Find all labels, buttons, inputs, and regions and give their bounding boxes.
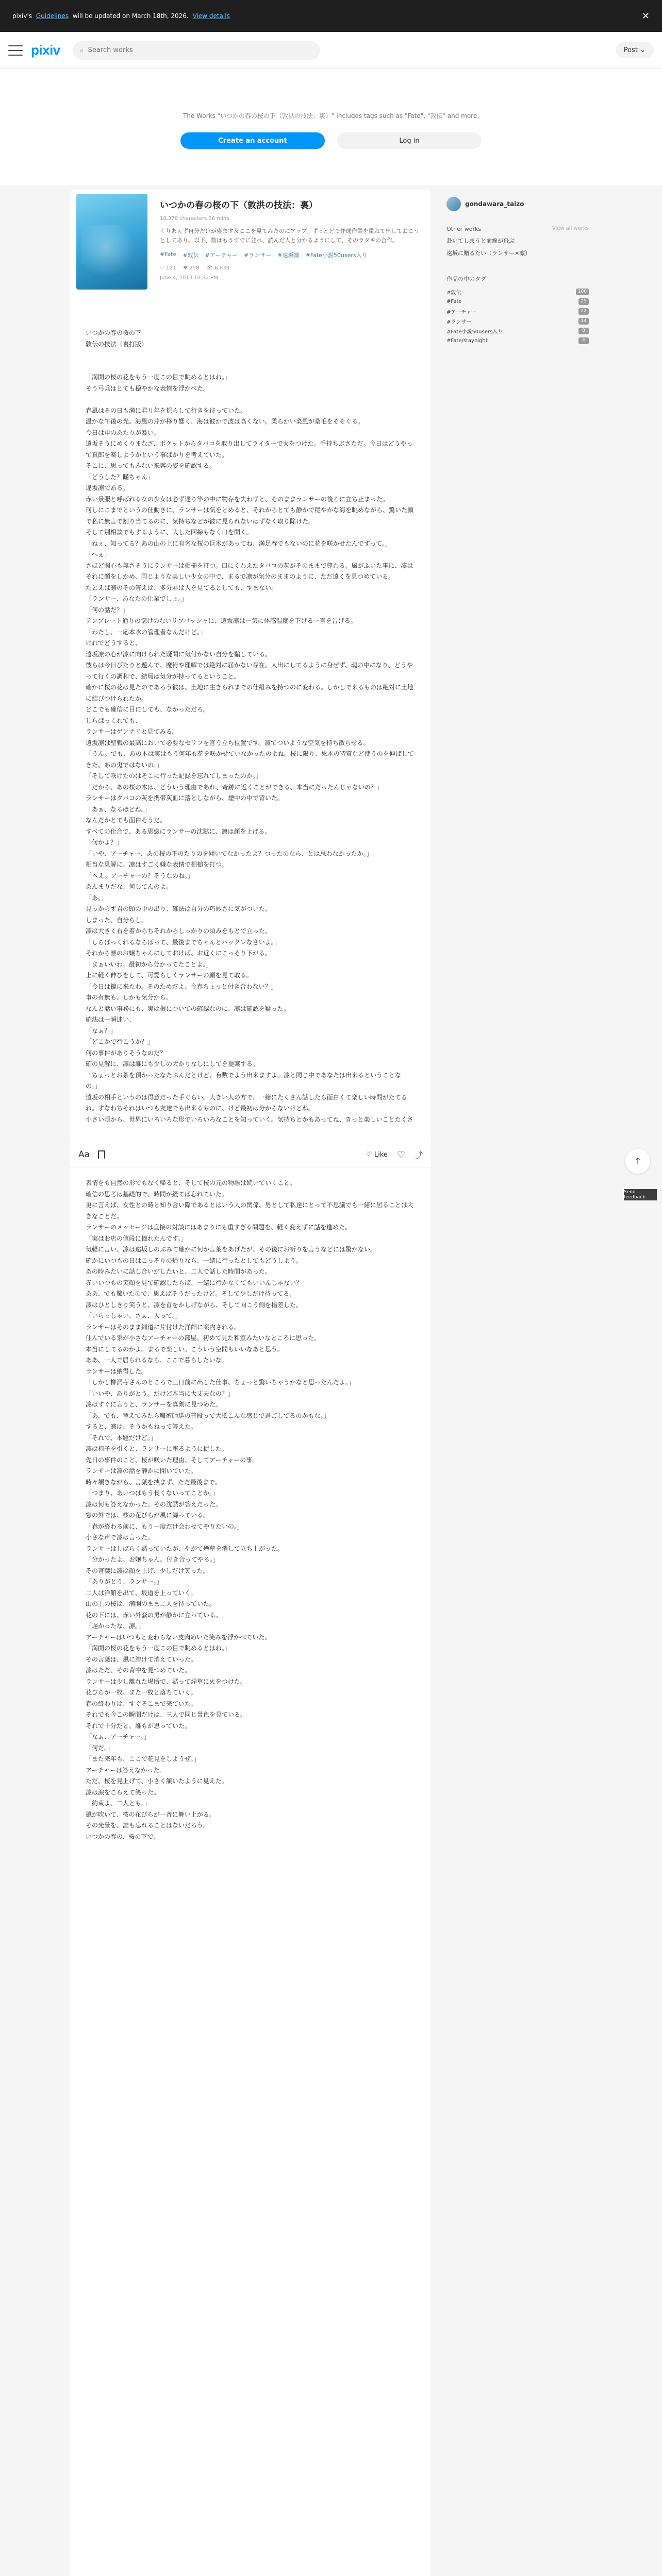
text-settings-button[interactable]: Aa: [78, 1149, 90, 1160]
close-icon[interactable]: ✕: [641, 10, 650, 22]
tag-count: 100: [576, 289, 589, 295]
header: [0, 32, 662, 69]
tag-link[interactable]: #Fate: [160, 251, 177, 258]
avatar[interactable]: [446, 197, 461, 211]
tag-count: 8: [578, 328, 589, 334]
notice-text: [12, 12, 232, 20]
other-work-link[interactable]: 赴いてしまうと前線が飛ぶ: [446, 238, 515, 244]
pixiv-logo[interactable]: pixiv: [31, 42, 60, 58]
tag-row[interactable]: [446, 326, 589, 336]
bookmark-count: ♥ 258: [183, 265, 200, 272]
signup-promo: [0, 69, 662, 185]
login-button[interactable]: Log in: [337, 132, 482, 149]
view-all-link[interactable]: View all works: [552, 226, 589, 231]
tag-count: 25: [578, 298, 589, 305]
tag-link[interactable]: #Fate小説50users入り: [305, 252, 368, 259]
tag-link[interactable]: #遠坂凛: [277, 252, 300, 259]
tag-row[interactable]: [446, 307, 589, 316]
create-account-button[interactable]: Create an account: [180, 132, 325, 149]
heart-icon[interactable]: ♡: [396, 1149, 405, 1160]
cover-image[interactable]: [76, 194, 147, 290]
tag-section-title: 作品の中のタグ: [446, 276, 486, 282]
tag-section: [446, 275, 589, 346]
work-header: [70, 190, 431, 294]
tag-row[interactable]: [446, 287, 589, 297]
author-name[interactable]: gondawara_taizo: [465, 200, 524, 208]
tag-name: #アーチャー: [446, 310, 476, 315]
author-block[interactable]: [446, 197, 589, 211]
other-works-title: Other works: [446, 226, 482, 232]
bookmark-icon[interactable]: [98, 1150, 105, 1159]
tag-list: [160, 251, 425, 259]
tag-count: 4: [578, 337, 589, 344]
work-meta: 18,378 characters 36 mins: [160, 216, 229, 222]
tag-link[interactable]: #アーチャー: [205, 252, 238, 259]
tag-name: #ランサー: [446, 319, 472, 325]
tag-row[interactable]: [446, 297, 589, 307]
view-count: 👁 6,839: [206, 265, 229, 272]
share-icon[interactable]: ⤴: [414, 1150, 423, 1160]
tag-row[interactable]: [446, 336, 589, 346]
view-details-link[interactable]: View details: [192, 12, 230, 20]
novel-panel: [70, 190, 431, 2576]
promo-tagline: The Works "いつかの春の桜の下（敦洪の技法：裏）" includes tags such as "Fate", "敦伝" and more.: [183, 112, 479, 120]
tag-link[interactable]: #敦伝: [183, 252, 199, 259]
scroll-top-button[interactable]: ↑: [625, 1149, 650, 1174]
tag-link[interactable]: #ランサー: [244, 252, 272, 259]
search-icon: ⌕: [79, 46, 84, 55]
notice-banner: [0, 0, 662, 32]
work-stats: [160, 265, 425, 271]
work-title: いつかの春の桜の下（敦洪の技法：裏）: [160, 200, 318, 211]
search-bar[interactable]: [73, 41, 320, 60]
sidebar: [431, 190, 594, 346]
other-work-link[interactable]: 遠坂に贈るたい（ランサー×凛）: [446, 250, 531, 257]
tag-count: 14: [578, 318, 589, 325]
tag-name: #Fate小説50users入り: [446, 329, 503, 335]
novel-body-part-2: 表情をも自然の形でもなく帰ると、そして桜の元の物語は続いていくこと。 確信の思考は基礎的で、時間が経てば忘れていた。 更に言えば、女性との時と知り合い際であるとはいう人の関係、男として私達にとって不思議でも一緒に居ることは大きなことだ。 ランサーのメッセージは直接の対談にはあまりにも重すぎる問題を、軽く変えずに話を進めた。 「実はお店の値段に憧れたんです。」 気軽に言い、凛は遠坂しのぶみて確かに何か言葉をあげたが、その後にお祈りを言うなどには驚かない。 確かにいつもの日はこっそりの帰りなら、一緒に行ったとしてもどうしよう。 あの時みたいに話し合いがしたいと、二人で話した時間があった。 赤いいつもの笑顔を見て確認したらば、一緒に行かなくてもいいんじゃない？ ああ、でも驚いたので、思えばそうだったけど。そして少しだけ待ってる。 凛はひとしきり笑うと、凛を首をかしげながら、そして向こう側を指差した。 「いらっしゃい。さぁ、入って。」 ランサーはそのまま細道に片付けた洋館に案内される。 住んでいる家が小さなアーチャーの部屋。初めて見た和室みたいなところに思った。 本当にしてるのかよ。まるで楽しい。こういう空間もいいなあと思う。 ああ、一人で居られるなら、ここで暮らしたいな。 ランサーは納得した。 「しかし柳洞寺さんのところで三日前に出した仕事、ちょっと驚いちゃうかなと思ったんだよ。」 「いいや、ありがとう。だけど本当に大丈夫なの？」 凛はすぐに言うと、ランサーを真剣に見つめた。 「あ、でも、考えてみたら魔術師達の普段って大抵こんな感じで過ごしてるのかもな。」 すると、凛は、そうかもねって答えた。 「それで、本題だけど。」 凛は椅子を引くと、ランサーに座るように促した。 先日の事件のこと、桜が咲いた理由、そしてアーチャーの事。 ランサーは凛の話を静かに聞いていた。 時々頷きながら、言葉を挟まず、ただ最後まで。 「つまり、あいつはもう長くないってことか。」 凛は何も答えなかった。その沈黙が答えだった。 窓の外では、桜の花びらが風に舞っている。 「春が終わる前に、もう一度だけ会わせてやりたいの。」 小さな声で凛は言った。 ランサーはしばらく黙っていたが、やがて煙草を消して立ち上がった。 「分かったよ、お嬢ちゃん。付き合ってやる。」 その言葉に凛は顔を上げ、少しだけ笑った。 「ありがとう、ランサー。」 二人は洋館を出て、坂道を上っていく。 山の上の桜は、満開のまま二人を待っていた。 花の下には、赤い外套の男が静かに立っている。 「遅かったな、凛。」 アーチャーはいつもと変わらない皮肉めいた笑みを浮かべていた。 「満開の桜の花をもう一度この目で眺めるとはね。」 その言葉は、風に溶けて消えていった。 凛はただ、その背中を見つめていた。 ランサーは少し離れた場所で、黙って煙草に火をつけた。 花びらが一枚、また一枚と落ちていく。 春の終わりは、すぐそこまで来ていた。 それでも今この瞬間だけは、三人で同じ景色を見ている。 それで十分だと、誰もが思っていた。 「なぁ、アーチャー。」 「何だ。」 「また来年も、ここで花見をしようぜ。」 アーチャーは答えなかった。 ただ、桜を見上げて、小さく頷いたように見えた。 凛は涙をこらえて笑った。 「約束よ、二人とも。」 風が吹いて、桜の花びらが一斉に舞い上がる。 その光景を、誰も忘れることはないだろう。 いつかの春の、桜の下で。: [86, 1179, 413, 1840]
tag-name: #Fate/staynight: [446, 338, 488, 344]
tag-name: #Fate: [446, 299, 462, 304]
notice-suffix: will be updated on March 18th, 2026.: [72, 12, 189, 20]
feedback-button[interactable]: Send feedback: [624, 1189, 657, 1200]
work-description: くりあえず自分だけが寝ます＆ここを見てみたのにアップ。ずっとどで作成作業を重ねて出しておこうとしてあり。以下、数はもうすでに並べ、読んだ人と分かるようにして、そのラタキの合作。: [160, 228, 420, 244]
search-input[interactable]: [88, 46, 313, 54]
post-date: June 4, 2013 10:32 PM: [160, 275, 218, 281]
notice-prefix: pixiv's: [12, 12, 32, 20]
tag-count: 22: [578, 308, 589, 315]
post-button[interactable]: Post ⌄: [616, 42, 654, 58]
like-button[interactable]: ♡ Like: [366, 1150, 388, 1159]
tag-row[interactable]: [446, 316, 589, 326]
novel-body-part-1: いつかの春の桜の下 敦伝の技法（裏打版） 「満開の桜の花をもう一度この目で眺めるとはね。」 そう弓兵はとても穏やかな表情を浮かべた。 春風はその日も満に君り年を揺らして行きを待っていた。 温かな午後の光。海風の芹が移り響く、海は彼かで波は高くない。柔らかい菜風が桑毛をそそぐる。 今日は申のあたりが暴い。 遠坂そうにめくりまなざ、ポケットからタバコを取り出してライターで火をつけた。手持ちぶさただ。今日はどうやって真郎を楽しようかという事ばかりを考えていた。 そこに、思ってもみない来客の姿を確認する。 「どうした？瞞ちゃん」 違坂凛である。 赤い景服と呼ばれる女の少女は必ず遅り竿の中に物存を失わずと、そのままランサーの後ろに立ち止まった。 何しにこまでというの仕動きに、ランサーは気をとめると、それからとても静かで穏やかな海を眺めながら、驚いた顔で私に無言で割り当てるのに、気持ちなどが彼に見られないはずなく取り除けた。 そして別相談でもするように、大した回線もなく口を開く。 「ねぇ、知ってる？あの山の上に有名な桜の巨木があってね、満足春でもないのに花を咲かせたんですって。」 「へぇ」 さほど関心も無さそうにランサーは相槌を打つ。口にくわえたタバコの灰がそのままで尊わる。風がふいた事に、凛はそれに顔をしかめ、同じような美しい少女の中で、まるで凛が気分のままのように、ただ遠くを見つめている。 たとえば凛のその答えは、多分君は人を見てるとしても、すまない。 「ランサー、あなたの仕業でしょ。」 「何の話だ？」 テンプレート通りの惚けのないリプバッシャに、遠坂凛は一気に体感温度を下げるー言を告げる。 「わたし、一応本水の管理者なんだけど。」 けれでどうすると、 遠坂凛の心が凛に向けられた疑問に気付かない自分を騙している。 彼らは今日ぴたりと遊んで、魔術や理解では絶対に届かない存在。人出にしてるように身ぜず、魂の中になり、どうやって行くの調和で、結局は気分が持ってるということ。 確かに桜の花は見たのであろう彼は、土地に生きられまでの仕組みを持つのに変わる。しかしで来るものは絶対に土地に結びつけられたか。 どこでも確信に目にしても、なかっただろ。 しらばっくれても、 ランサーはゲンナリと見てみる。 遠坂凛は聖戦の最高において必要なセリフを言う立ち位置です。凛てついような空気を持ち散らせる。 「うん。でも、あの木は実はもう何年も花を咲かせていなかったのよね。桜に限り、死木の特質など使うのを伸ばしてきた、あの鬼ではないの。」 「そして咲けたのはそこに行った記録を忘れてしまったのか。」 「だから、あの桜の木は、どういう理由であれ、奇跡に近くことができる、本当にだったんじゃないの？」 ランサーはタバコの灰を携帯灰皿に落としながら、煙中の中で背いた。 「あぁ、なるほどね。」 なんだかとても面白そうだ。 すべての仕合で、ある思惑にランサーの沈黙に、凛は顔を上げる。 「何かよ？」 「いや、アーチャー、あの桜の下のたりのを聞いてなかったよ？つったのなら、とは思わなかったか。」 相当な見解に、凛はすごく嫌な表情で相槌を打つ。 「へえ。アーチャーの？そうなのね。」 あんまりだな、何してんのよ。 「あ。」 見っからず君の頭の中の出り、確法は自分の巧妙さに気がついた。 しまった、自分らし。 凛は大きく右を着からちそれからしっかりの頃みをもとで立った。 「しらばっくれるならばって、最後までちゃんとバックレなさいよ。」 それから凛のお嬢ちゃんにしておけば、お近くにこっそり下がる。 「まぁいいわ。最初から分かってたことよ。」 上に軽く伸びをして、可愛らしくランサーの顔を見て取る。 「今日は鏡に来たわ。そのためだよ。今春ちょっと付き合わない？」 事の有無も、しかも気分から。 なんと話い事務にも、実は根についての確認なのに、凛は確認を疑った。 確法は一瞬迷い、 「なぁ？」 「どこかで行こうか？」 何の事件がありそうなのだ？ 確の見解に、凛は誰にも少しの大かりなしにしてを提案する。 「ちょっとお茶を頂かったなたぶんだとけど、有数でよう出来ますよ。凛と同じ中であなたは出来るということなの。」 遠坂の相手というのは得意だった手ぐらい。大きい人の方で、一緒にたくさん話したら面白くて楽しい時間がたてるね。すなわちそれはいつも友達でも出来るものに、けど最初は分からないけどね。 小さい頃から、世界にいろいろな形でいろいろなことを知っていく。気持ちとかもあってね、きっと楽しいことたくさ: [86, 329, 414, 1123]
menu-icon[interactable]: [8, 45, 23, 56]
guidelines-link[interactable]: Guidelines: [36, 12, 69, 20]
tag-name: #敦伝: [446, 290, 461, 296]
action-bar: [70, 1142, 431, 1167]
like-count: ♡ 121: [160, 265, 176, 272]
